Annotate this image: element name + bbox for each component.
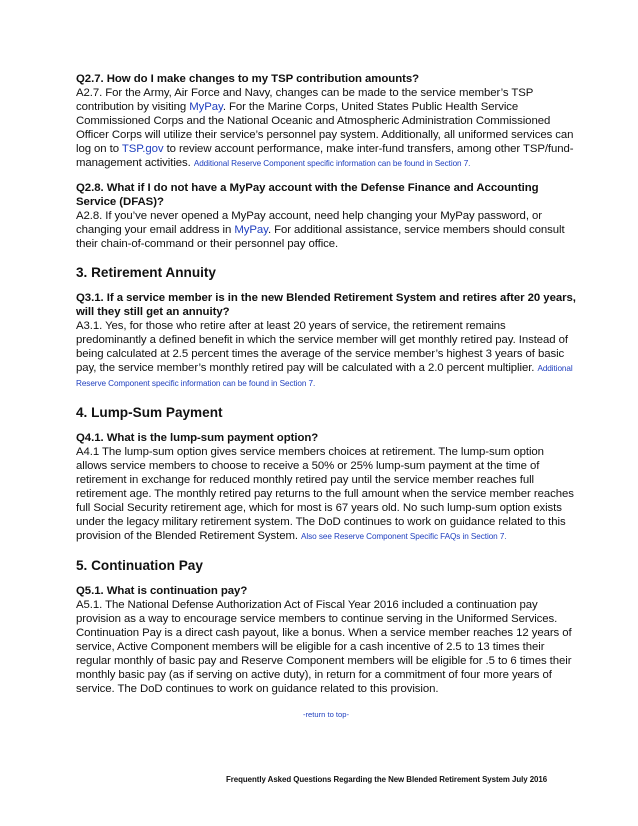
section-heading-continuation-pay: 5. Continuation Pay (76, 558, 203, 573)
answer-segment: to review account performance, make inter-fund transfers, among other TSP/fund-management activities. (76, 143, 574, 169)
question-heading: Q4.1. What is the lump-sum payment option? (76, 432, 319, 444)
answer-segment: A3.1. Yes, for those who retire after at least 20 years of service, the retirement remains predominantly a defined benefit in which the service member will get monthly retired pay. Instead of being calculated at 2.5 percent times the average of the service member’s highest 3 years of basic pay, the service member’s monthly retired pay will be calculated with a 2.0 percent multiplier. (76, 320, 568, 374)
section-heading-lump-sum: 4. Lump-Sum Payment (76, 405, 223, 420)
answer-text (76, 86, 576, 171)
faq-q2-8 (76, 181, 576, 251)
answer-text (76, 445, 576, 544)
answer-text (76, 209, 576, 251)
answer-segment: A2.8. If you’ve never opened a MyPay account, need help changing your MyPay password, or changing your email address in (76, 210, 542, 236)
question-heading: Q3.1. If a service member is in the new Blended Retirement System and retires after 20 years, will they still get an annuity? (76, 292, 576, 318)
faq-q3-1 (76, 291, 576, 391)
answer-segment: . For additional assistance, service members should consult their chain-of-command or their personnel pay office. (76, 224, 565, 250)
return-to-top-link[interactable]: -return to top- (302, 710, 349, 719)
answer-text: A5.1. The National Defense Authorization Act of Fiscal Year 2016 included a continuation pay provision as a way to encourage service members to continue serving in the Uniformed Services. Continuation Pay is a direct cash payout, like a bonus. When a service member reaches 12 years of service, Active Component members will be eligible for a cash incentive of 2.5 to 13 times their regular monthly of basic pay and Reserve Component members will be eligible for .5 to 6 times their monthly basic pay (as if serving on active duty), in return for a commitment of four more years of service. The DoD continues to work on guidance related to this provision. (76, 599, 572, 695)
answer-text (76, 319, 576, 391)
page-footer: Frequently Asked Questions Regarding the New Blended Retirement System July 2016 (226, 775, 548, 784)
section-heading-retirement: 3. Retirement Annuity (76, 265, 216, 280)
document-body (76, 72, 576, 719)
question-heading: Q2.7. How do I make changes to my TSP contribution amounts? (76, 73, 420, 85)
faq-q5-1 (76, 584, 576, 696)
reserve-faq-link[interactable]: Also see Reserve Component Specific FAQs in Section 7. (301, 532, 507, 541)
answer-segment: A2.7. For the Army, Air Force and Navy, changes can be made to the service member’s TSP contribution by visiting (76, 87, 534, 113)
question-heading: Q5.1. What is continuation pay? (76, 585, 248, 597)
mypay-link[interactable]: MyPay (234, 224, 268, 236)
faq-q4-1 (76, 431, 576, 544)
reserve-note-link[interactable]: Additional Reserve Component specific information can be found in Section 7. (76, 364, 573, 388)
answer-segment: . For the Marine Corps, United States Public Health Service Commissioned Corps and the National Oceanic and Atmospheric Administration Commissioned Officer Corps will utilize their service’s personnel pay system. Additionally, all uniformed services can log on to (76, 101, 574, 155)
question-heading: Q2.8. What if I do not have a MyPay account with the Defense Finance and Accounting Service (DFAS)? (76, 182, 539, 208)
answer-segment: A4.1 The lump-sum option gives service members choices at retirement. The lump-sum option allows service members to choose to receive a 50% or 25% lump-sum payment at the time of retirement in exchange for reduced monthly retired pay until the service member reaches full retirement age. The monthly retired pay returns to the full amount when the service member reaches full Social Security retirement age, which for most is 67 years old. No such lump-sum option exists under the legacy military retirement system. The DoD continues to work on guidance related to this provision of the Blended Retirement System. (76, 446, 574, 542)
reserve-note-link[interactable]: Additional Reserve Component specific information can be found in Section 7. (193, 159, 471, 168)
faq-q2-7 (76, 72, 576, 171)
tsp-gov-link[interactable]: TSP.gov (121, 143, 164, 155)
mypay-link[interactable]: MyPay (189, 101, 223, 113)
